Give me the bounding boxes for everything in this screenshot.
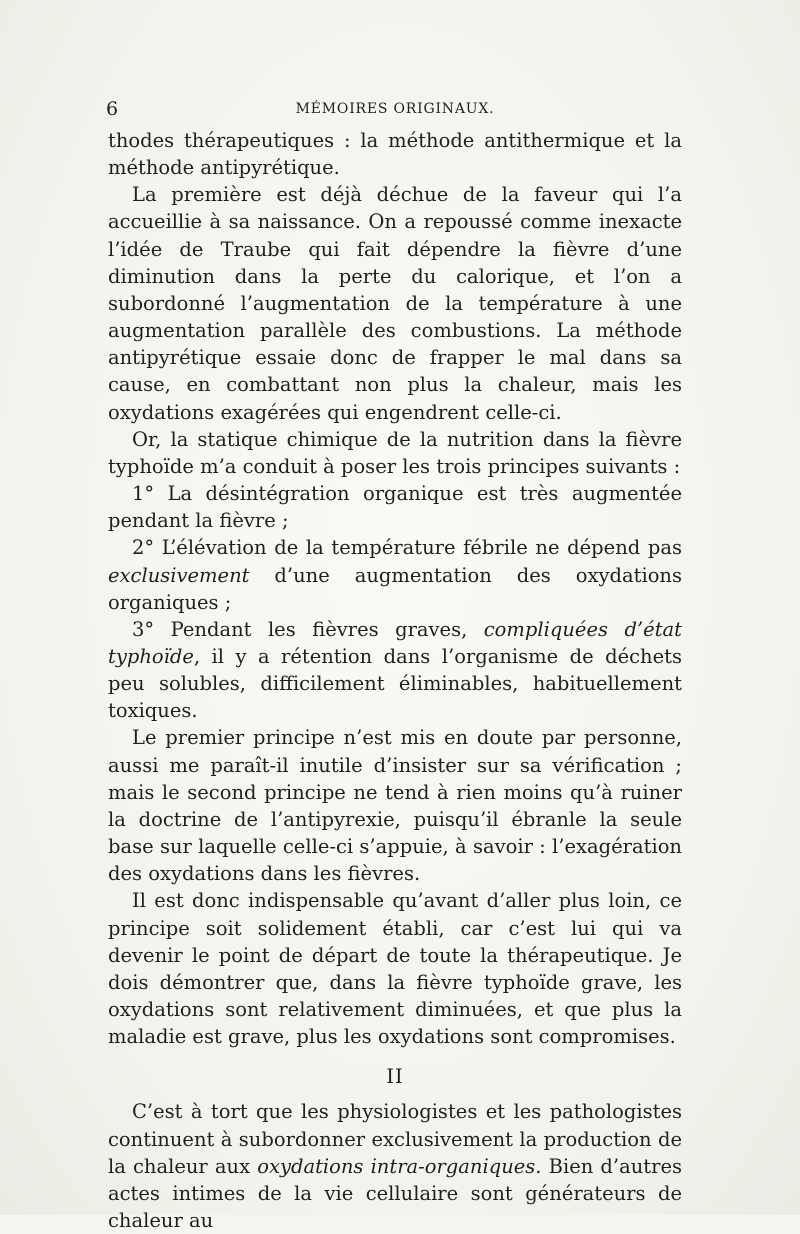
principle-2 — [108, 534, 682, 615]
body-text — [108, 127, 682, 1234]
section-two-emphasis: oxydations intra-organiques. — [257, 1154, 542, 1178]
principle-3-emphasis: compliquées d’état typhoïde — [108, 617, 682, 668]
principle-3 — [108, 616, 682, 725]
page-number: 6 — [106, 98, 119, 120]
section-two-text-start: C’est à tort que les physiologistes et les pathologistes continuent à subordonner exclusivement la production de la chaleur aux — [108, 1100, 682, 1178]
principle-1: 1° La désintégration organique est très augmentée pendant la fièvre ; — [108, 482, 682, 533]
principle-2-text-start: 2° L’élévation de la température fébrile ne dépend pas — [132, 536, 682, 560]
section-heading: II — [386, 1065, 404, 1089]
principle-3-text-end: , il y a rétention dans l’organisme de déchets peu solubles, difficilement éliminables, habituellement toxiques. — [108, 644, 682, 723]
principle-2-text-end: d’une augmentation des oxydations organiques ; — [108, 563, 682, 614]
page-header — [106, 98, 684, 122]
paragraph-first-principle-discussion: Le premier principe n’est mis en doute par personne, aussi me paraît-il inutile d’insister sur sa vérification ; mais le second principe ne tend à rien moins qu’à ruiner la doctrine de l’antipyrexie, puisqu’il ébranle la seule base sur laquelle celle-ci s’appuie, à savoir : l’exagération des oxydations dans les fièvres. — [108, 726, 682, 886]
paragraph-second-principle-importance: Il est donc indispensable qu’avant d’aller plus loin, ce principe soit solidement établi, car c’est lui qui va devenir le point de départ de toute la thérapeutique. Je dois démontrer que, dans la fièvre typhoïde grave, les oxydations sont relativement diminuées, et que plus la maladie est grave, plus les oxydations sont compromises. — [108, 889, 682, 1049]
principle-3-text-start: 3° Pendant les fièvres graves, — [132, 617, 484, 641]
running-title: MÉMOIRES ORIGINAUX. — [295, 101, 495, 117]
paragraph-antipyretic-method: La première est déjà déchue de la faveur qui l’a accueillie à sa naissance. On a repoussé comme inexacte l’idée de Traube qui fait dépendre la fièvre d’une diminution dans la perte du calorique, et l’on a subordonné l’augmentation de la température à une augmentation parallèle des combustions. La méthode antipyrétique essaie donc de frapper le mal dans sa cause, en combattant non plus la chaleur, mais les oxydations exagérées qui engendrent celle-ci. — [108, 183, 682, 424]
paragraph-continuation: thodes thérapeutiques : la méthode antithermique et la méthode antipyrétique. — [108, 129, 682, 180]
principle-2-emphasis: exclusivement — [108, 563, 250, 587]
paragraph-principles-intro: Or, la statique chimique de la nutrition dans la fièvre typhoïde m’a conduit à poser les trois principes suivants : — [108, 427, 682, 478]
paragraph-section-two — [108, 1098, 682, 1234]
section-two-text-end: Bien d’autres actes intimes de la vie cellulaire sont générateurs de chaleur au — [108, 1154, 682, 1233]
